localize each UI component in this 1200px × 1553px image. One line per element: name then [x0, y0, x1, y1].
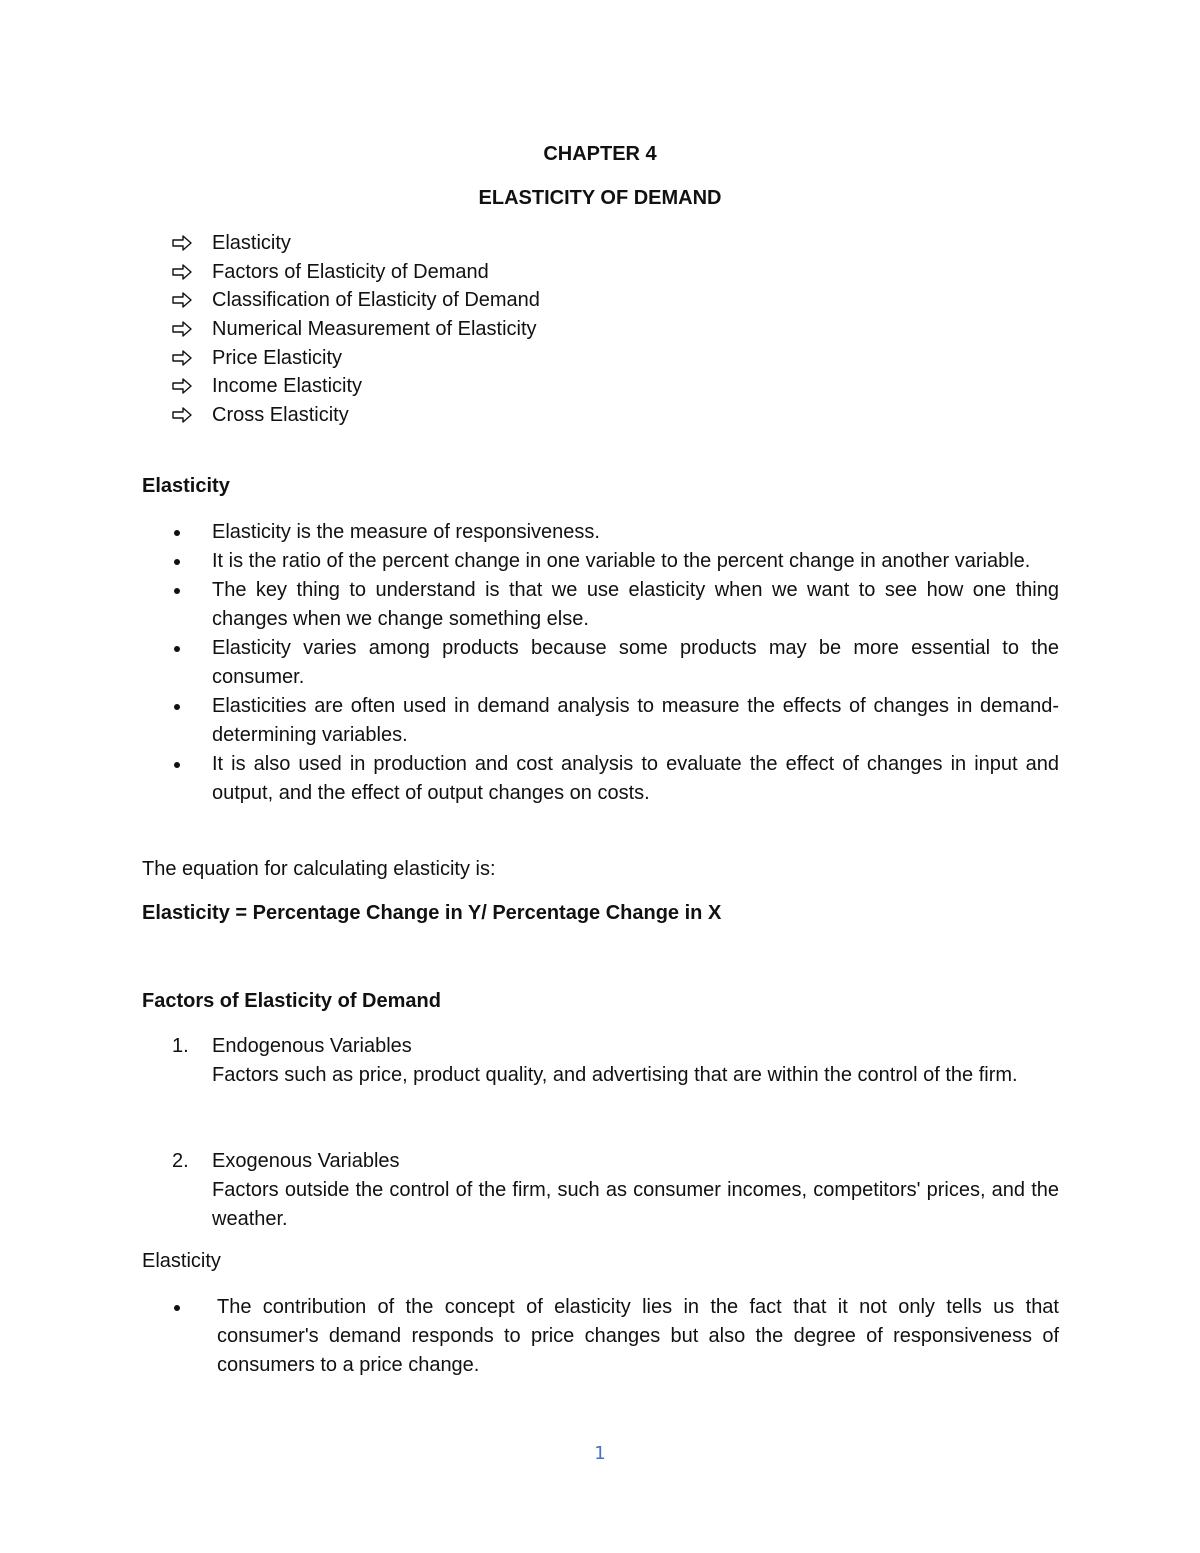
- bullet-text: Elasticity varies among products because some products may be more essential to the consumer.: [212, 637, 1059, 688]
- arrow-right-icon: [172, 321, 212, 337]
- bullet-icon: [174, 588, 180, 594]
- page-number: 1: [594, 1443, 606, 1464]
- bullet-text: It is also used in production and cost analysis to evaluate the effect of changes in input and output, and the effect of output changes on costs.: [212, 753, 1059, 804]
- topic-label: Numerical Measurement of Elasticity: [212, 318, 537, 341]
- list-item: [142, 750, 1059, 808]
- list-number: 1.: [172, 1035, 189, 1057]
- topics-list: [172, 229, 540, 429]
- factors-numbered-list: [142, 1032, 1059, 1090]
- list-item: [142, 1032, 1059, 1090]
- arrow-right-icon: [172, 350, 212, 366]
- bullet-text: The contribution of the concept of elasticity lies in the fact that it not only tells us that consumer's demand responds to price changes but also the degree of responsiveness of consumers to a price change.: [217, 1296, 1059, 1376]
- chapter-heading: CHAPTER 4: [543, 143, 657, 165]
- equation-intro: The equation for calculating elasticity is:: [142, 858, 496, 880]
- topic-item: [172, 372, 540, 401]
- list-number: 2.: [172, 1150, 189, 1172]
- factors-numbered-list-2: [142, 1147, 1059, 1234]
- bullet-icon: [174, 559, 180, 565]
- bullet-icon: [174, 1305, 180, 1311]
- bullet-text: Elasticities are often used in demand analysis to measure the effects of changes in demand-determining variables.: [212, 695, 1059, 746]
- bullet-icon: [174, 646, 180, 652]
- bullet-text: Elasticity is the measure of responsiveness.: [212, 521, 600, 543]
- topic-label: Income Elasticity: [212, 375, 363, 398]
- arrow-right-icon: [172, 378, 212, 394]
- section-heading-elasticity: Elasticity: [142, 475, 230, 497]
- bullet-text: The key thing to understand is that we use elasticity when we want to see how one thing changes when we change something else.: [212, 579, 1059, 630]
- section-heading-factors: Factors of Elasticity of Demand: [142, 990, 441, 1012]
- bullet-icon: [174, 762, 180, 768]
- list-item: [142, 518, 1059, 547]
- arrow-right-icon: [172, 292, 212, 308]
- list-item: [142, 1293, 1059, 1380]
- bullet-icon: [174, 530, 180, 536]
- bullet-icon: [174, 704, 180, 710]
- topic-item: [172, 343, 540, 372]
- topic-label: Factors of Elasticity of Demand: [212, 260, 489, 283]
- elasticity-note-heading: Elasticity: [142, 1250, 221, 1272]
- bullet-text: It is the ratio of the percent change in one variable to the percent change in another variable.: [212, 550, 1031, 572]
- topic-item: [172, 315, 540, 344]
- factor-description: Factors such as price, product quality, and advertising that are within the control of the firm.: [212, 1064, 1018, 1086]
- list-item: [142, 692, 1059, 750]
- topic-label: Classification of Elasticity of Demand: [212, 289, 540, 312]
- chapter-title: ELASTICITY OF DEMAND: [478, 187, 722, 209]
- arrow-right-icon: [172, 407, 212, 423]
- list-item: [142, 634, 1059, 692]
- factor-description: Factors outside the control of the firm, such as consumer incomes, competitors' prices, and the weather.: [212, 1179, 1059, 1230]
- topic-item: [172, 229, 540, 258]
- topic-label: Cross Elasticity: [212, 403, 349, 426]
- topic-item: [172, 401, 540, 430]
- arrow-right-icon: [172, 264, 212, 280]
- elasticity-equation: Elasticity = Percentage Change in Y/ Percentage Change in X: [142, 902, 722, 924]
- arrow-right-icon: [172, 235, 212, 251]
- factor-name: Endogenous Variables: [212, 1035, 412, 1057]
- list-item: [142, 576, 1059, 634]
- topic-label: Elasticity: [212, 232, 291, 255]
- elasticity-note-list: [142, 1293, 1059, 1380]
- elasticity-bullet-list: [142, 518, 1059, 808]
- list-item: [142, 1147, 1059, 1234]
- topic-label: Price Elasticity: [212, 346, 343, 369]
- list-item: [142, 547, 1059, 576]
- factor-name: Exogenous Variables: [212, 1150, 400, 1172]
- topic-item: [172, 258, 540, 287]
- topic-item: [172, 286, 540, 315]
